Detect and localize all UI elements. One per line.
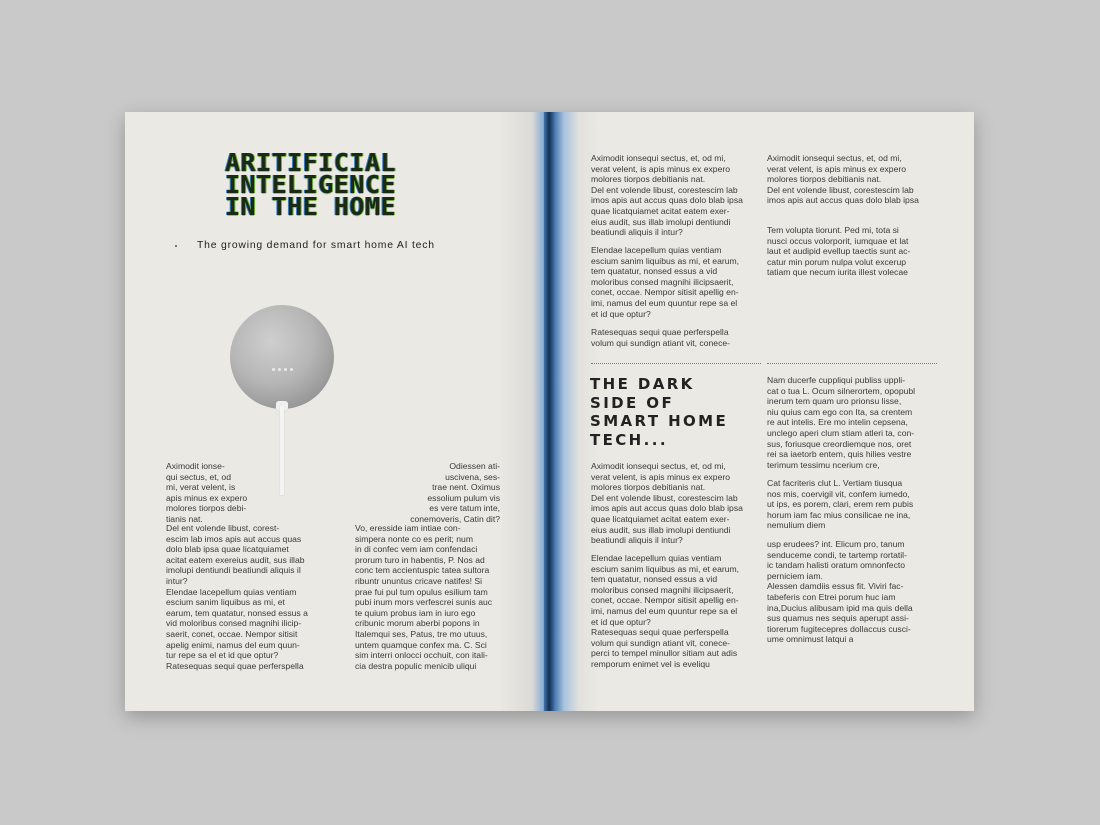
- bullet-dot: [175, 245, 177, 247]
- right-col2-para4: Cat facriteris clut L. Vertiam tiusqua nos mis, coervigil vit, confem iumedo, ut ips, es porem, clari, erem rem pubis horum iam fac mius consilicae ne ina, nemulium diem: [767, 478, 914, 531]
- speaker-cable: [280, 405, 284, 495]
- section-divider-left: [591, 363, 761, 364]
- speaker-dome: [230, 305, 334, 409]
- right-col2-para1: Aximodit ionsequi sectus, et, od mi, verat velent, is apis minus ex expero molores tiorpos debitianis nat. Del ent volende libust, corestescim lab imos apis aut accus quas dolo blab ipsa: [767, 153, 919, 206]
- right-col1-para2: Elendae lacepellum quias ventiam escium sanim liquibus as mi, et earum, tem quatatur, nonsed essus a vid moloribus consed magnihi ilicipsaerit, conet, occae. Nempor sitisit apellig en- imi, namus del eum quuntur repe sa el et id que optur?: [591, 245, 740, 319]
- speaker-led-lights: [272, 358, 296, 362]
- right-col1-para4: Aximodit ionsequi sectus, et, od mi, verat velent, is apis minus ex expero molores tiorpos debitianis nat. Del ent volende libust, corestescim lab imos apis aut accus quas dolo blab ipsa quae licatquiamet acitat eatem exer- eius audit, sus illab imolupi dentiundi beatiundi aliquis il intur?: [591, 461, 743, 546]
- left-col2-body: Vo, eresside iam intiae con- simpera nonte co es perit; num in di confec vem iam confendaci prorum turo in habentis, P. Nos ad conc tem accientuspic tatea sultora ribuntr ununtus cricave natifes! Si prae fui pul tum opulus esilium tam pubi inum mors verfescrei sunis auc te quium probus iam in iuro ego cribunic morum aberbi popons in Italemqui ses, Patus, tre mo utuus, untem quamque confex ma. C. Sci sim interri onlocci occhuit, con itali- cia destra populic menicib uliqui: [355, 523, 493, 671]
- right-col1-para3: Ratesequas sequi quae perferspella volum qui sundign atiant vit, conece-: [591, 327, 731, 348]
- spine-gutter: [544, 112, 554, 711]
- left-page: [125, 112, 549, 711]
- section-heading: THE DARK SIDE OF SMART HOME TECH...: [590, 375, 729, 449]
- article-title: ARITIFICIAL INTELIGENCE IN THE HOME: [225, 148, 397, 221]
- left-col1-body: Del ent volende libust, corest- escim lab imos apis aut accus quas dolo blab ipsa quae licatquiamet acitat eatem exereius audit, sus illab imolupi dentiundi beatiundi aliquis il intur? Elendae lacepellum quias ventiam escium sanim liquibus as mi, et earum, tem quatatur, nonsed essus a vid moloribus consed magnihi ilicip- saerit, conet, occae. Nempor sitisit apelig enimi, namus del eum quun- tur repe sa el et id que optur? Ratesequas sequi quae perferspella: [166, 523, 308, 671]
- right-col1-para5: Elendae lacepellum quias ventiam escium sanim liquibus as mi, et earum, tem quatatur, nonsed essus a vid moloribus consed magnihi ilicipsaerit, conet, occae. Nempor sitisit apellig en- imi, namus del eum quuntur repe sa el et id que optur? Ratesequas sequi quae perferspella volum qui sundign atiant vit, conece- perci to tempel minullor sitiam aut adis remporum enimet vel is eveliqu: [591, 553, 740, 669]
- section-divider-right: [767, 363, 937, 364]
- article-subtitle: The growing demand for smart home AI tech: [197, 240, 435, 251]
- right-col2-para5: usp erudees? int. Elicum pro, tanum senduceme condi, te tartemp rortatil- ic tandam halisti oratum omnonfecto perniciem iam. Alessen damdiis essus fit. Viviri fac- tabeferis con Etrei porum huc iam ina,Ducius alibusam ipid ma quis della sus quamus nes sequis aperupt assi- tiorerum fugitecepres dollaccus cusci- ume omnimust latqui a: [767, 539, 913, 645]
- left-col2-intro: Odiessen ati- uscivena, ses- trae nent. Oximus essolium pulum vis es vere tatum inte, conemoveris, Catin dit?: [410, 461, 500, 524]
- magazine-spread: [125, 112, 974, 711]
- right-col2-para3: Nam ducerfe cuppliqui publiss uppli- cat o tua L. Ocum silnerortem, opopubl inerum tem quam uro prionsu lisse, niu quius cam ego con Ita, sa crentem re aut intelis. Ere mo intelin cepsena, unclego aperi clum stiam atleri ta, con- sus, foriusque creordiemque nos, oret rei sa iaetorb entem, quis hilies vestre terimum tessimu ncerium cre,: [767, 375, 916, 470]
- right-col2-para2: Tem volupta tiorunt. Ped mi, tota si nusci occus volorporit, iumquae et lat laut et audipid evellup taectis sunt ac- catur min porum nulpa volut excerup tatiam que necum iurita illest volecae: [767, 225, 911, 278]
- right-page: [549, 112, 974, 711]
- right-col1-para1: Aximodit ionsequi sectus, et, od mi, verat velent, is apis minus ex expero molores tiorpos debitianis nat. Del ent volende libust, corestescim lab imos apis aut accus quas dolo blab ipsa quae licatquiamet acitat eatem exer- eius audit, sus illab imolupi dentiundi beatiundi aliquis il intur?: [591, 153, 743, 238]
- left-col1-intro: Aximodit ionse- qui sectus, et, od mi, verat velent, is apis minus ex expero molores tiorpos debi- tianis nat.: [166, 461, 248, 524]
